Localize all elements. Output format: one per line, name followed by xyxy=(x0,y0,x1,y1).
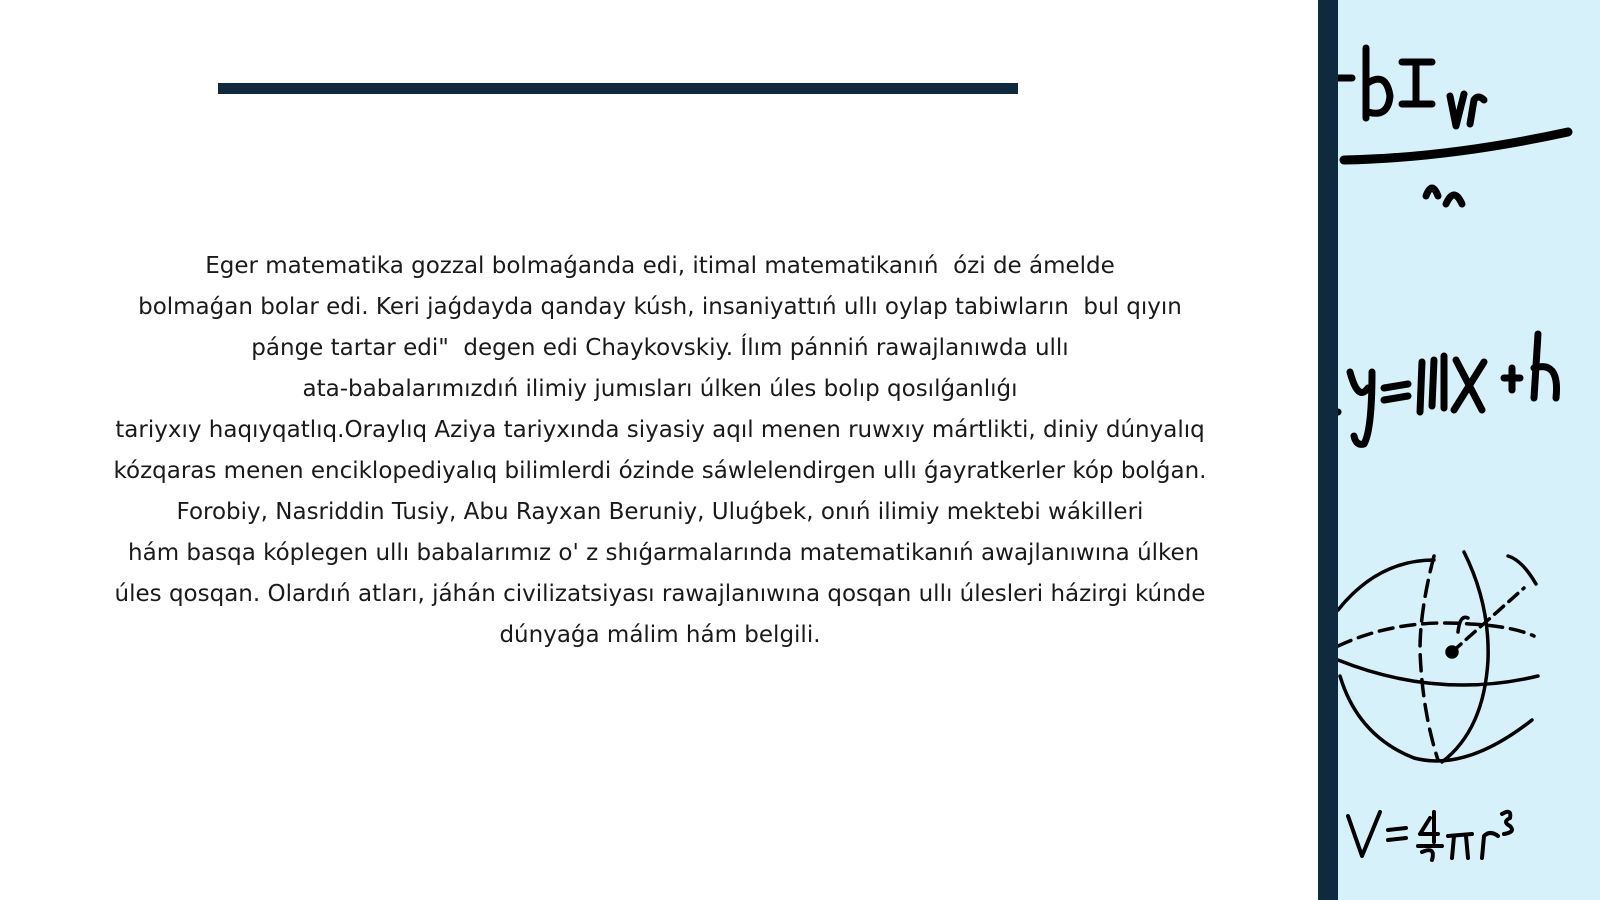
sphere-diagram-icon xyxy=(1338,552,1538,762)
body-line: úles qosqan. Olardıń atları, jáhán civilizatsiyası rawajlanıwına qosqan ullı úlesleri házirgi kúnde xyxy=(114,581,1206,607)
fraction-scribble-icon xyxy=(1338,48,1568,204)
body-paragraph xyxy=(50,246,1270,656)
body-line: pánge tartar edi" degen edi Chaykovskiy. Ílım pánniń rawajlanıwda ullı xyxy=(251,335,1069,361)
body-line: bolmaǵan bolar edi. Keri jaǵdayda qanday kúsh, insaniyattıń ullı oylap tabiwların bul qıyın xyxy=(138,294,1182,320)
sphere-volume-formula-icon xyxy=(1348,812,1512,860)
side-divider-bar xyxy=(1318,0,1338,900)
body-line: hám basqa kóplegen ullı babalarımız o' z shıǵarmalarında matematikanıń awajlanıwına úlken xyxy=(120,540,1200,566)
body-line: Eger matematika gozzal bolmaǵanda edi, itimal matematikanıń ózi de ámelde xyxy=(205,253,1115,279)
body-line: tariyxıy haqıyqatlıq.Oraylıq Aziya tariyxında siyasiy aqıl menen ruwxıy mártlikti, diniy dúnyalıq xyxy=(115,417,1205,443)
handwritten-math-icon xyxy=(1338,0,1600,900)
top-divider xyxy=(218,83,1018,94)
body-line: ata-babalarımızdıń ilimiy jumısları úlken úles bolıp qosılǵanlıǵı xyxy=(302,376,1018,402)
body-line: Forobiy, Nasriddin Tusiy, Abu Rayxan Beruniy, Uluǵbek, onıń ilimiy mektebi wákilleri xyxy=(176,499,1144,525)
body-line: dúnyaǵa málim hám belgili. xyxy=(499,622,821,648)
body-line: kózqaras menen enciklopediyalıq bilimlerdi ózinde sáwlelendirgen ullı ǵayratkerler kóp bolǵan. xyxy=(113,458,1207,484)
linear-equation-icon xyxy=(1338,334,1557,444)
math-decor-panel xyxy=(1338,0,1600,900)
